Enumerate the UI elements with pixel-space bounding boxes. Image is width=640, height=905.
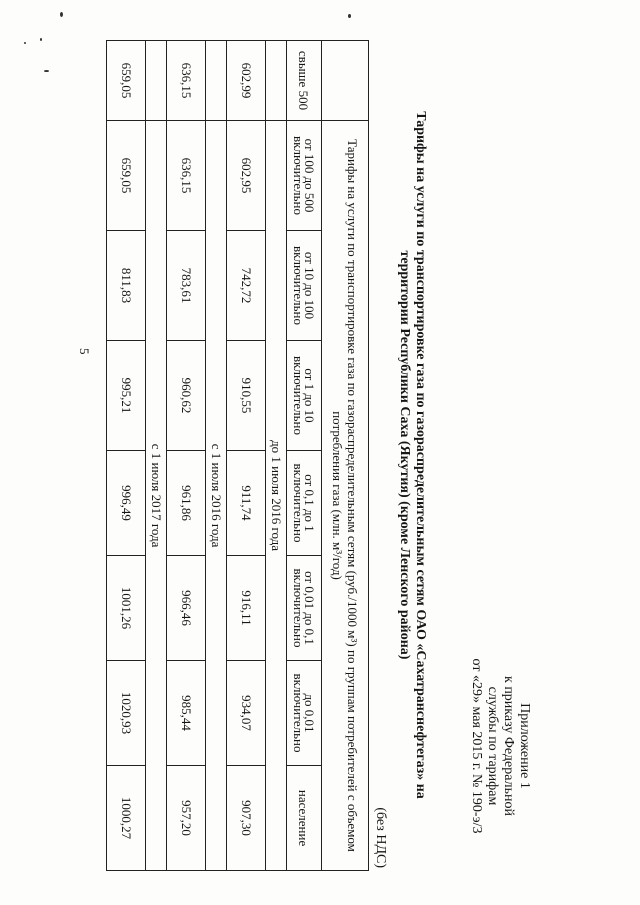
scan-speck bbox=[44, 70, 49, 72]
period-gap-cell bbox=[266, 41, 287, 121]
table-cell: 602,99 bbox=[227, 41, 266, 121]
page-number: 5 bbox=[77, 348, 92, 355]
rotated-content bbox=[77, 40, 532, 870]
table-cell: 1020,93 bbox=[107, 661, 146, 766]
table-cell: 636,15 bbox=[167, 41, 206, 121]
period-label: с 1 июля 2017 года bbox=[146, 121, 167, 871]
column-header: население bbox=[287, 766, 322, 871]
scan-speck bbox=[24, 42, 26, 44]
table-cell: 910,55 bbox=[227, 341, 266, 451]
appendix-line: к приказу Федеральной bbox=[501, 676, 516, 816]
column-header: от 1 до 10 включительно bbox=[287, 341, 322, 451]
appendix-line: от «29» мая 2015 г. № 190-э/3 bbox=[469, 658, 484, 834]
column-header: свыше 500 bbox=[287, 41, 322, 121]
table-cell: 957,20 bbox=[167, 766, 206, 871]
scan-speck bbox=[348, 14, 351, 18]
table-cell: 1000,27 bbox=[107, 766, 146, 871]
period-label: до 1 июля 2016 года bbox=[266, 121, 287, 871]
table-cell: 961,86 bbox=[167, 451, 206, 556]
scan-speck bbox=[60, 12, 63, 17]
appendix-line: Приложение 1 bbox=[517, 703, 532, 789]
period-label: с 1 июля 2016 года bbox=[206, 121, 227, 871]
table-cell: 659,05 bbox=[107, 121, 146, 231]
table-cell: 659,05 bbox=[107, 41, 146, 121]
tariff-table bbox=[106, 40, 369, 871]
table-cell: 995,21 bbox=[107, 341, 146, 451]
scan-speck bbox=[40, 38, 42, 41]
table-cell: 602,95 bbox=[227, 121, 266, 231]
title-line: Тарифы на услуги по транспортировке газа по газораспределительным сетям ОАО «Сахатранснефтегаз» на bbox=[413, 111, 428, 799]
table-header: Тарифы на услуги по транспортировке газа по газораспределительным сетям (руб./1000 м³) по группам потребителей с объемом потребления газа (млн. м³/год) bbox=[322, 121, 369, 871]
table-cell: 916,11 bbox=[227, 556, 266, 661]
appendix-block bbox=[468, 626, 532, 866]
table-cell: 934,07 bbox=[227, 661, 266, 766]
document-title bbox=[396, 40, 428, 870]
table-cell: 811,83 bbox=[107, 231, 146, 341]
table-cell: 911,74 bbox=[227, 451, 266, 556]
table-cell: 1001,26 bbox=[107, 556, 146, 661]
column-header: от 10 до 100 включительно bbox=[287, 231, 322, 341]
table-cell: 907,30 bbox=[227, 766, 266, 871]
column-header: от 0,01 до 0,1 включительно bbox=[287, 556, 322, 661]
table-cell: 996,49 bbox=[107, 451, 146, 556]
appendix-line: службы по тарифам bbox=[485, 686, 500, 806]
table-cell: 966,46 bbox=[167, 556, 206, 661]
column-header: от 0,1 до 1 включительно bbox=[287, 451, 322, 556]
table-cell: 636,15 bbox=[167, 121, 206, 231]
period-gap-cell bbox=[206, 41, 227, 121]
table-cell: 742,72 bbox=[227, 231, 266, 341]
header-empty-cell bbox=[322, 41, 369, 121]
table-cell: 985,44 bbox=[167, 661, 206, 766]
column-header: от 100 до 500 включительно bbox=[287, 121, 322, 231]
table-cell: 783,61 bbox=[167, 231, 206, 341]
period-gap-cell bbox=[146, 41, 167, 121]
title-line: территории Республики Саха (Якутия) (кроме Ленского района) bbox=[397, 250, 412, 660]
table-cell: 960,62 bbox=[167, 341, 206, 451]
vat-note: (без НДС) bbox=[373, 807, 388, 868]
column-header: до 0,01 включительно bbox=[287, 661, 322, 766]
